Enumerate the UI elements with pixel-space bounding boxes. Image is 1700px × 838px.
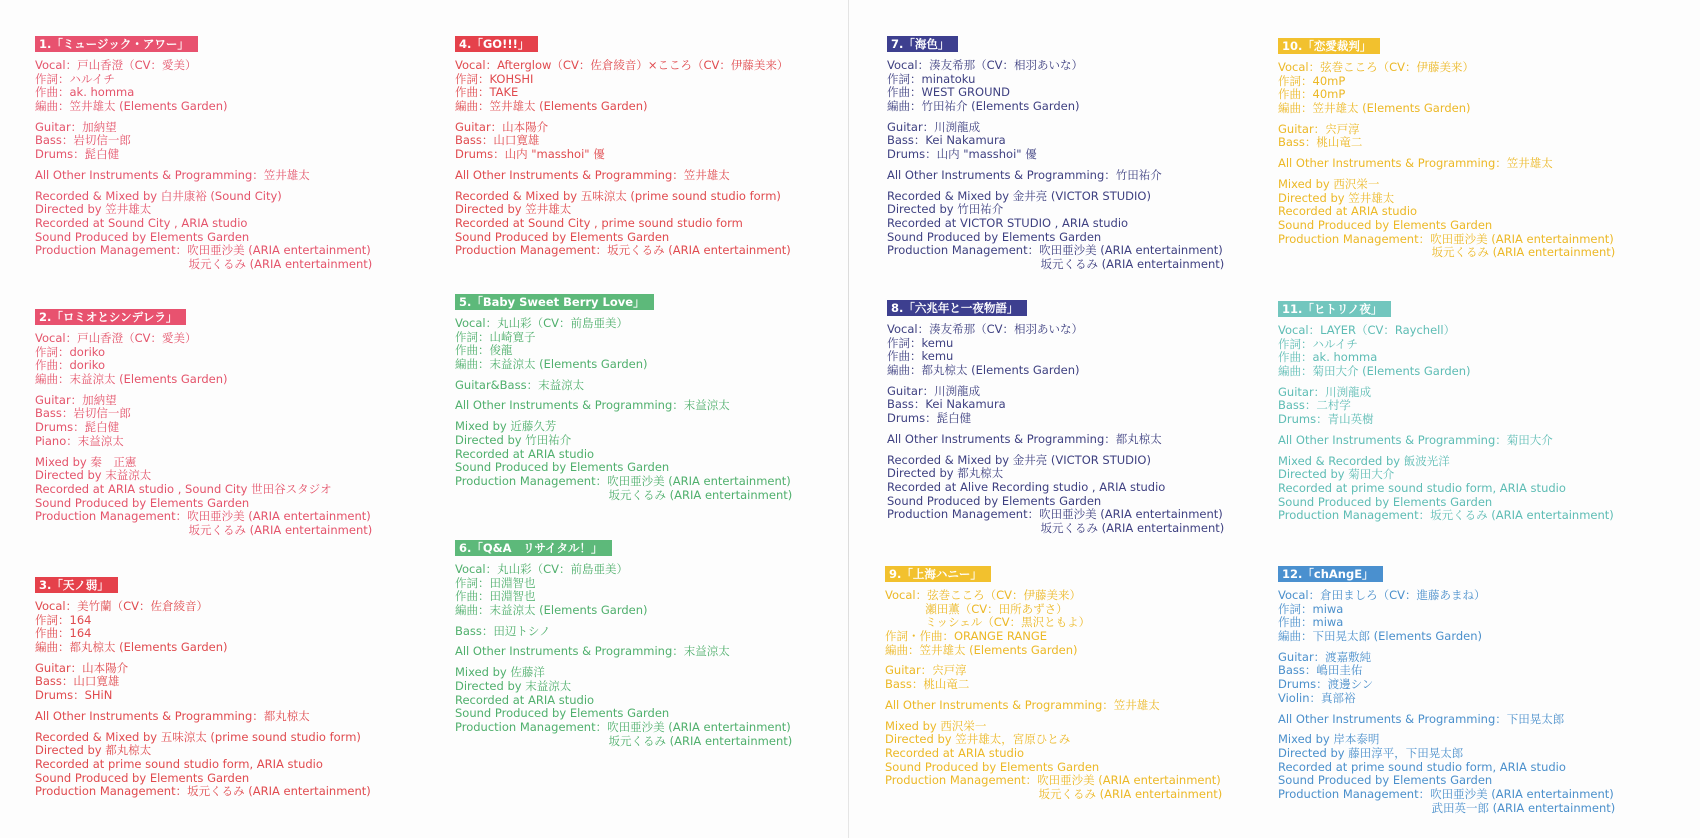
credit-group	[35, 731, 435, 799]
credit-line: 編曲：末益涼太 (Elements Garden)	[455, 357, 648, 372]
credit-line: Production Management：吹田亜沙美 (ARIA entertainment)	[1278, 231, 1614, 246]
credit-line: Recorded & Mixed by 五味涼太 (prime sound studio form)	[35, 729, 361, 744]
credit-line: 坂元くるみ (ARIA entertainment)	[1278, 245, 1616, 260]
track-title: 4.「GO!!!」	[455, 36, 538, 52]
credit-line: Production Management：吹田亜沙美 (ARIA entertainment)	[887, 243, 1223, 258]
credit-line: 作詞：164	[35, 612, 92, 627]
credit-line: ミッシェル（CV：黒沢ともよ）	[885, 615, 1091, 630]
credit-line: 作曲：164	[35, 626, 92, 641]
credit-group	[35, 332, 435, 387]
credit-group	[35, 394, 435, 449]
credit-group	[885, 699, 1285, 713]
credit-line: Directed by 都丸椋太	[35, 743, 152, 758]
credit-line: Mixed by 岸本泰明	[1278, 732, 1380, 747]
credit-line: Directed by 藤田淳平，下田晃太郎	[1278, 745, 1464, 760]
credit-line: Recorded at Alive Recording studio , ARIA studio	[887, 479, 1166, 494]
track-title: 7.「海色」	[887, 36, 958, 52]
credit-group	[455, 190, 855, 258]
credit-group	[885, 589, 1285, 657]
credit-line: Mixed by 佐藤洋	[455, 665, 545, 680]
credit-line: Drums：髭白健	[35, 147, 120, 162]
credit-line: 編曲：竹田祐介 (Elements Garden)	[887, 99, 1080, 114]
credit-line: Sound Produced by Elements Garden	[35, 229, 250, 244]
credit-line: Vocal：湊友希那（CV：相羽あいな）	[887, 322, 1083, 336]
credit-line: Production Management：坂元くるみ (ARIA entertainment)	[1278, 508, 1614, 523]
credit-line: 作曲：TAKE	[455, 85, 519, 100]
credit-group	[887, 190, 1287, 272]
credit-line: Production Management：吹田亜沙美 (ARIA entertainment)	[455, 719, 791, 734]
credit-line: Bass：桃山竜二	[1278, 135, 1363, 150]
credit-line: 作詞：minatoku	[887, 71, 976, 86]
credit-line: Production Management：吹田亜沙美 (ARIA entertainment)	[35, 243, 371, 258]
credit-line: Mixed by 秦 正憲	[35, 454, 137, 469]
credit-line: Sound Produced by Elements Garden	[35, 770, 250, 785]
credit-line: Bass：山口寛雄	[455, 133, 540, 148]
credit-line: Directed by 笠井雄太，宮原ひとみ	[885, 732, 1071, 747]
credit-group	[1278, 123, 1678, 150]
track-credits	[887, 33, 1287, 272]
credit-group	[1278, 178, 1678, 260]
credit-line: Guitar：渡嘉敷純	[1278, 649, 1372, 664]
credit-line: 作曲：ak. homma	[35, 85, 135, 100]
credit-line: All Other Instruments & Programming：笠井雄太	[1278, 156, 1553, 171]
credit-line: Production Management：吹田亜沙美 (ARIA entertainment)	[35, 509, 371, 524]
credit-line: Drums：SHiN	[35, 688, 113, 703]
credit-group	[455, 666, 855, 748]
credit-line: Sound Produced by Elements Garden	[35, 495, 250, 510]
credit-line: Recorded at VICTOR STUDIO , ARIA studio	[887, 215, 1129, 230]
credit-line: Directed by 竹田祐介	[887, 202, 1004, 217]
credit-line: Bass：嶋田圭佑	[1278, 663, 1363, 678]
credit-group	[35, 59, 435, 114]
credit-line: All Other Instruments & Programming：笠井雄太	[885, 697, 1160, 712]
credit-line: All Other Instruments & Programming：竹田祐介	[887, 167, 1162, 182]
credit-line: Sound Produced by Elements Garden	[1278, 494, 1493, 509]
credit-line: Guitar：宍戸淳	[885, 663, 967, 678]
credit-line: 作詞・作曲：ORANGE RANGE	[885, 629, 1048, 644]
credit-group	[887, 121, 1287, 162]
credit-line: Production Management：坂元くるみ (ARIA entertainment)	[455, 243, 791, 258]
credit-group	[1278, 386, 1678, 427]
credit-line: Directed by 笠井雄太	[35, 202, 152, 217]
credit-line: 編曲：笠井雄太 (Elements Garden)	[455, 99, 648, 114]
credit-group	[35, 169, 435, 183]
credit-line: 作詞：ハルイチ	[35, 71, 115, 86]
credit-line: Mixed by 西沢栄一	[885, 718, 987, 733]
track-credits	[1278, 563, 1678, 815]
credit-group	[887, 169, 1287, 183]
credit-line: Drums：山内 "masshoi" 優	[455, 147, 605, 162]
credit-line: 坂元くるみ (ARIA entertainment)	[455, 487, 793, 502]
credit-line: All Other Instruments & Programming：都丸椋太	[887, 431, 1162, 446]
credit-group	[1278, 61, 1678, 116]
credit-line: 武田英一郎 (ARIA entertainment)	[1278, 800, 1616, 815]
credit-group	[1278, 434, 1678, 448]
credit-line: Sound Produced by Elements Garden	[887, 493, 1102, 508]
credit-line: 坂元くるみ (ARIA entertainment)	[887, 520, 1225, 535]
credit-line: 作詞：田淵智也	[455, 575, 536, 590]
credit-line: Guitar：宍戸淳	[1278, 121, 1360, 136]
credit-line: Production Management：吹田亜沙美 (ARIA entertainment)	[1278, 786, 1614, 801]
credit-group	[1278, 733, 1678, 815]
credit-line: Directed by 菊田大介	[1278, 467, 1395, 482]
credit-line: 坂元くるみ (ARIA entertainment)	[35, 256, 373, 271]
credit-line: Vocal：LAYER（CV：Raychell）	[1278, 323, 1456, 337]
credit-line: 編曲：菊田大介 (Elements Garden)	[1278, 364, 1471, 379]
credit-line: 坂元くるみ (ARIA entertainment)	[887, 256, 1225, 271]
credit-line: Sound Produced by Elements Garden	[1278, 773, 1493, 788]
credit-line: Sound Produced by Elements Garden	[1278, 217, 1493, 232]
credit-group	[1278, 651, 1678, 706]
credit-group	[455, 59, 855, 114]
credit-line: 編曲：笠井雄太 (Elements Garden)	[885, 642, 1078, 657]
credit-line: Vocal：湊友希那（CV：相羽あいな）	[887, 58, 1083, 72]
credit-line: Bass：桃山竜二	[885, 677, 970, 692]
credit-line: Vocal：弦巻こころ（CV：伊藤美来）	[885, 588, 1081, 602]
credit-line: 作曲：40mP	[1278, 87, 1346, 102]
track-credits	[455, 33, 855, 258]
credit-group	[1278, 324, 1678, 379]
credit-line: Vocal：弦巻こころ（CV：伊藤美来）	[1278, 60, 1474, 74]
credit-line: Directed by 末益涼太	[455, 678, 572, 693]
credit-line: All Other Instruments & Programming：都丸椋太	[35, 708, 310, 723]
credit-group	[887, 454, 1287, 536]
credit-line: Piano：末益涼太	[35, 433, 124, 448]
track-title: 5.「Baby Sweet Berry Love」	[455, 294, 654, 310]
credit-line: Sound Produced by Elements Garden	[455, 460, 670, 475]
track-title: 10.「恋愛裁判」	[1278, 38, 1380, 54]
credit-line: Bass：Kei Nakamura	[887, 397, 1006, 412]
credit-group	[455, 420, 855, 502]
credit-group	[885, 720, 1285, 802]
credit-line: 作詞：KOHSHI	[455, 71, 534, 86]
credit-line: Sound Produced by Elements Garden	[455, 706, 670, 721]
track-credits	[887, 297, 1287, 536]
credit-line: Recorded & Mixed by 金井亮 (VICTOR STUDIO)	[887, 452, 1151, 467]
track-title: 9.「上海ハニー」	[885, 566, 991, 582]
credit-line: Sound Produced by Elements Garden	[885, 759, 1100, 774]
credit-line: Production Management：坂元くるみ (ARIA entertainment)	[35, 784, 371, 799]
credit-group	[35, 710, 435, 724]
credit-line: Guitar：川渕龍成	[1278, 384, 1372, 399]
credit-group	[887, 59, 1287, 114]
credit-line: Bass：山口寛雄	[35, 674, 120, 689]
credit-line: Bass：岩切信一郎	[35, 133, 131, 148]
credit-group	[35, 600, 435, 655]
credit-line: Recorded at prime sound studio form, ARIA studio	[1278, 759, 1566, 774]
credit-line: 作詞：kemu	[887, 335, 954, 350]
credit-line: 編曲：都丸椋太 (Elements Garden)	[35, 640, 228, 655]
credit-group	[1278, 455, 1678, 523]
credit-line: Bass：田辺トシノ	[455, 623, 551, 638]
credit-line: Vocal：戸山香澄（CV：愛美）	[35, 58, 197, 72]
credit-group	[455, 563, 855, 618]
track-credits	[35, 574, 435, 799]
credit-line: Directed by 都丸椋太	[887, 466, 1004, 481]
credit-group	[455, 625, 855, 639]
credit-line: 作曲：doriko	[35, 358, 106, 373]
track-credits	[35, 33, 435, 272]
track-credits	[1278, 298, 1678, 523]
credit-line: 作詞：山崎寛子	[455, 329, 536, 344]
credit-line: Vocal：戸山香澄（CV：愛美）	[35, 331, 197, 345]
credit-group	[1278, 713, 1678, 727]
credit-line: Recorded at ARIA studio	[455, 692, 595, 707]
track-title: 2.「ロミオとシンデレラ」	[35, 309, 186, 325]
credit-group	[1278, 589, 1678, 644]
track-title: 12.「chAngE」	[1278, 566, 1383, 582]
credit-line: All Other Instruments & Programming：笠井雄太	[35, 167, 310, 182]
credit-line: Drums：山内 "masshoi" 優	[887, 147, 1037, 162]
credit-group	[455, 121, 855, 162]
credit-line: Sound Produced by Elements Garden	[455, 229, 670, 244]
credit-line: 編曲：笠井雄太 (Elements Garden)	[1278, 101, 1471, 116]
credit-line: Recorded at ARIA studio	[885, 745, 1025, 760]
credit-line: Vocal：Afterglow（CV：佐倉綾音）×こころ（CV：伊藤美来）	[455, 58, 789, 72]
credit-line: 作曲：俊龍	[455, 343, 513, 358]
credit-line: Vocal：丸山彩（CV：前島亜美）	[455, 316, 628, 330]
track-credits	[885, 563, 1285, 802]
credit-line: Mixed & Recorded by 飯波光洋	[1278, 453, 1450, 468]
credit-line: Guitar：山本陽介	[455, 119, 549, 134]
credit-group	[887, 433, 1287, 447]
credit-line: 作曲：ak. homma	[1278, 350, 1378, 365]
credit-line: Guitar：山本陽介	[35, 660, 129, 675]
credit-group	[455, 379, 855, 393]
credit-line: Production Management：吹田亜沙美 (ARIA entertainment)	[455, 473, 791, 488]
credit-line: Recorded at ARIA studio	[1278, 204, 1418, 219]
credit-group	[35, 190, 435, 272]
credit-line: Guitar：川渕龍成	[887, 383, 981, 398]
credit-line: 編曲：都丸椋太 (Elements Garden)	[887, 363, 1080, 378]
credit-group	[887, 385, 1287, 426]
credit-line: All Other Instruments & Programming：末益涼太	[455, 644, 730, 659]
credit-line: 坂元くるみ (ARIA entertainment)	[455, 733, 793, 748]
credit-line: 編曲：下田晃太郎 (Elements Garden)	[1278, 629, 1483, 644]
credit-line: Recorded at ARIA studio , Sound City 世田谷スタジオ	[35, 481, 332, 496]
credit-line: Drums：髭白健	[887, 411, 972, 426]
credit-line: Guitar：川渕龍成	[887, 119, 981, 134]
track-credits	[455, 537, 855, 748]
credit-line: 瀬田薫（CV：田所あずさ）	[885, 601, 1068, 616]
credit-group	[885, 664, 1285, 691]
credit-line: Mixed by 西沢栄一	[1278, 176, 1380, 191]
credit-group	[35, 456, 435, 538]
credit-line: 作詞：40mP	[1278, 73, 1346, 88]
credit-line: 作詞：miwa	[1278, 601, 1344, 616]
track-title: 11.「ヒトリノ夜」	[1278, 301, 1391, 317]
credit-group	[1278, 157, 1678, 171]
credit-line: 編曲：末益涼太 (Elements Garden)	[35, 372, 228, 387]
credit-line: 作曲：miwa	[1278, 615, 1344, 630]
credit-line: Recorded & Mixed by 白井康裕 (Sound City)	[35, 188, 282, 203]
credit-line: 作詞：doriko	[35, 344, 106, 359]
credit-line: Directed by 竹田祐介	[455, 432, 572, 447]
credit-line: Bass：岩切信一郎	[35, 406, 131, 421]
track-title: 1.「ミュージック・アワー」	[35, 36, 198, 52]
credit-line: Sound Produced by Elements Garden	[887, 229, 1102, 244]
credit-line: Violin：真部裕	[1278, 690, 1356, 705]
credit-line: 坂元くるみ (ARIA entertainment)	[35, 522, 373, 537]
track-title: 6.「Q&A リサイタル！」	[455, 540, 612, 556]
credit-line: Vocal：美竹蘭（CV：佐倉綾音）	[35, 599, 208, 613]
credit-line: Production Management：吹田亜沙美 (ARIA entertainment)	[887, 507, 1223, 522]
credit-line: Bass：Kei Nakamura	[887, 133, 1006, 148]
credit-line: Directed by 笠井雄太	[455, 202, 572, 217]
credit-line: Vocal：丸山彩（CV：前島亜美）	[455, 562, 628, 576]
credit-line: Drums：青山英樹	[1278, 412, 1374, 427]
credit-line: All Other Instruments & Programming：下田晃太郎	[1278, 711, 1565, 726]
credit-line: Recorded at Sound City , prime sound studio form	[455, 215, 743, 230]
credit-line: All Other Instruments & Programming：末益涼太	[455, 398, 730, 413]
credit-line: Production Management：吹田亜沙美 (ARIA entertainment)	[885, 773, 1221, 788]
credit-line: Bass：二村学	[1278, 398, 1351, 413]
credit-line: Guitar&Bass：末益涼太	[455, 377, 585, 392]
credit-line: Recorded & Mixed by 五味涼太 (prime sound studio form)	[455, 188, 781, 203]
credit-line: Directed by 末益涼太	[35, 468, 152, 483]
credit-line: Recorded at ARIA studio	[455, 446, 595, 461]
credit-line: 作曲：WEST GROUND	[887, 85, 1010, 100]
credit-line: Guitar：加納望	[35, 119, 117, 134]
credit-group	[35, 121, 435, 162]
credit-line: Drums：髭白健	[35, 420, 120, 435]
credit-line: Recorded at prime sound studio form, ARIA studio	[1278, 480, 1566, 495]
credit-line: Directed by 笠井雄太	[1278, 190, 1395, 205]
credit-line: 作曲：田淵智也	[455, 589, 536, 604]
credit-group	[455, 399, 855, 413]
credit-line: 作曲：kemu	[887, 349, 954, 364]
credit-line: 作詞：ハルイチ	[1278, 336, 1358, 351]
track-credits	[455, 291, 855, 502]
credit-line: Recorded at Sound City , ARIA studio	[35, 215, 248, 230]
credit-group	[455, 317, 855, 372]
credit-line: 編曲：末益涼太 (Elements Garden)	[455, 603, 648, 618]
track-title: 3.「天ノ弱」	[35, 577, 118, 593]
credit-line: Recorded & Mixed by 金井亮 (VICTOR STUDIO)	[887, 188, 1151, 203]
credit-line: 坂元くるみ (ARIA entertainment)	[885, 786, 1223, 801]
credit-line: All Other Instruments & Programming：笠井雄太	[455, 167, 730, 182]
credit-line: Vocal：倉田ましろ（CV：進藤あまね）	[1278, 588, 1486, 602]
credit-group	[35, 662, 435, 703]
credit-line: Mixed by 近藤久芳	[455, 419, 557, 434]
credit-line: Guitar：加納望	[35, 392, 117, 407]
credit-group	[455, 169, 855, 183]
track-credits	[35, 306, 435, 538]
credit-line: Drums：渡邊シン	[1278, 677, 1374, 692]
credit-group	[887, 323, 1287, 378]
credit-line: Recorded at prime sound studio form, ARIA studio	[35, 756, 323, 771]
track-title: 8.「六兆年と一夜物語」	[887, 300, 1027, 316]
track-credits	[1278, 35, 1678, 260]
credit-line: 編曲：笠井雄太 (Elements Garden)	[35, 99, 228, 114]
credit-line: All Other Instruments & Programming：菊田大介	[1278, 432, 1553, 447]
credit-group	[455, 645, 855, 659]
